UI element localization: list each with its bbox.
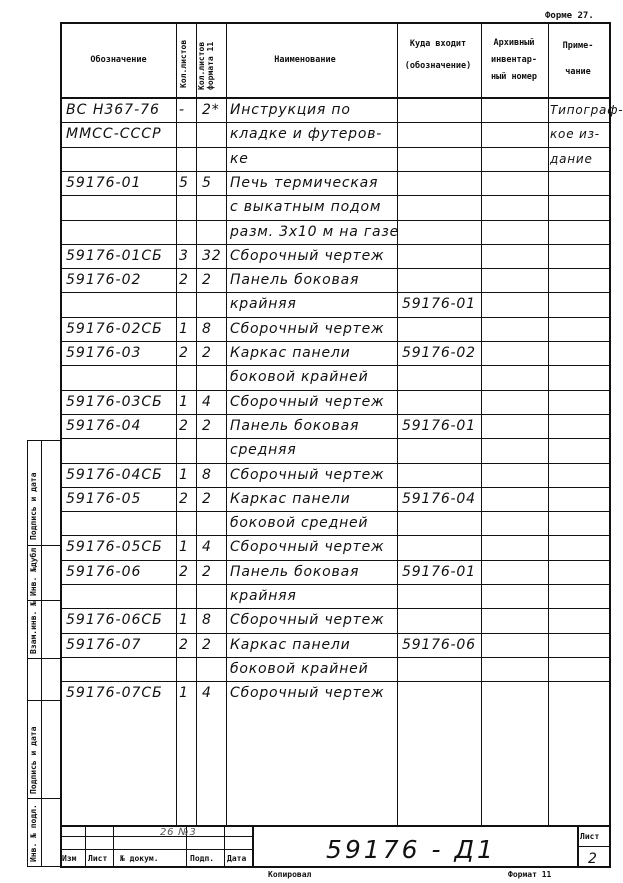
- cell-designation: 59176-02СБ: [66, 321, 163, 337]
- cell-qty-sheets-f11: 4: [202, 394, 212, 410]
- cell-designation: 59176-03: [66, 345, 142, 361]
- label-list: Лист: [88, 854, 108, 863]
- row-line: [61, 584, 609, 585]
- cell-qty-sheets-f11: 2: [202, 418, 212, 434]
- scribble-note: 26 №3: [160, 827, 197, 838]
- title-block-top: [60, 825, 611, 827]
- cell-designation: 59176-04СБ: [66, 467, 163, 483]
- cell-designation: 59176-01: [66, 175, 142, 191]
- row-line: [61, 244, 609, 245]
- side-strip-left-line: [27, 440, 28, 867]
- frame-bottom: [60, 866, 611, 868]
- cell-designation: 59176-05СБ: [66, 539, 163, 555]
- cell-where-used: 59176-06: [402, 637, 476, 653]
- cell-qty-sheets-f11: 4: [202, 685, 212, 701]
- cell-where-used: 59176-01: [402, 418, 476, 434]
- cell-designation: 59176-06: [66, 564, 142, 580]
- column-line: [196, 24, 197, 825]
- header-bottom-line: [60, 97, 611, 99]
- cell-designation: 59176-03СБ: [66, 394, 163, 410]
- side-label-vzam-inv: Взам.инв. №: [29, 601, 38, 654]
- cell-name: Сборочный чертеж: [230, 394, 385, 410]
- cell-qty-sheets: 2: [179, 564, 189, 580]
- row-line: [61, 438, 609, 439]
- row-line: [61, 535, 609, 536]
- side-label-sign-date-bottom: Подпись и дата: [29, 726, 38, 794]
- cell-name: боковой крайней: [230, 661, 369, 677]
- cell-qty-sheets-f11: 32: [202, 248, 222, 264]
- footer-copied: Копировал: [268, 870, 312, 879]
- row-line: [61, 220, 609, 221]
- footer-format: Формат 11: [508, 870, 552, 879]
- row-line: [61, 147, 609, 148]
- cell-name: средняя: [230, 442, 297, 458]
- side-strip-divider: [27, 700, 61, 701]
- side-strip-divider: [27, 798, 61, 799]
- cell-designation: 59176-07СБ: [66, 685, 163, 701]
- cell-qty-sheets: 2: [179, 637, 189, 653]
- cell-qty-sheets: 1: [179, 321, 189, 337]
- cell-name: Сборочный чертеж: [230, 248, 385, 264]
- cell-qty-sheets-f11: 8: [202, 612, 212, 628]
- cell-qty-sheets-f11: 2: [202, 345, 212, 361]
- cell-name: Печь термическая: [230, 175, 379, 191]
- cell-qty-sheets-f11: 8: [202, 321, 212, 337]
- cell-qty-sheets: 1: [179, 685, 189, 701]
- column-line: [481, 24, 482, 825]
- cell-name: крайняя: [230, 296, 297, 312]
- cell-name: Сборочный чертеж: [230, 685, 385, 701]
- header-qty-sheets: Кол.листов: [179, 39, 188, 88]
- cell-name: крайняя: [230, 588, 297, 604]
- side-strip-bottom-line: [27, 866, 61, 867]
- cell-note: дание: [550, 152, 593, 166]
- side-label-inv-orig: Инв. № подл.: [29, 804, 38, 862]
- column-line: [397, 24, 398, 825]
- row-line: [61, 122, 609, 123]
- cell-name: Каркас панели: [230, 345, 351, 361]
- header-archive: Архивный инвентар- ный номер: [490, 37, 538, 82]
- header-designation: Обозначение: [90, 55, 147, 65]
- label-sheet: Лист: [580, 832, 600, 841]
- cell-name: Инструкция по: [230, 102, 351, 118]
- cell-name: боковой крайней: [230, 369, 369, 385]
- label-sign: Подп.: [190, 854, 215, 863]
- cell-designation: 59176-06СБ: [66, 612, 163, 628]
- side-strip-inner-line: [41, 440, 42, 867]
- cell-name: разм. 3х10 м на газе: [230, 224, 400, 240]
- cell-where-used: 59176-04: [402, 491, 476, 507]
- cell-name: ке: [230, 151, 249, 167]
- cell-name: боковой средней: [230, 515, 369, 531]
- cell-note: Типограф-: [550, 103, 623, 117]
- row-line: [61, 414, 609, 415]
- cell-note: кое из-: [550, 127, 600, 141]
- row-line: [61, 195, 609, 196]
- tb-col-1: [85, 825, 86, 867]
- title-block-divider: [252, 825, 254, 867]
- cell-name: Панель боковая: [230, 564, 360, 580]
- cell-qty-sheets-f11: 2: [202, 491, 212, 507]
- row-line: [61, 390, 609, 391]
- cell-qty-sheets: 5: [179, 175, 189, 191]
- cell-name: Каркас панели: [230, 637, 351, 653]
- cell-qty-sheets-f11: 5: [202, 175, 212, 191]
- column-line: [226, 24, 227, 825]
- cell-qty-sheets: 1: [179, 539, 189, 555]
- cell-name: Сборочный чертеж: [230, 321, 385, 337]
- cell-qty-sheets-f11: 2: [202, 564, 212, 580]
- label-date: Дата: [227, 854, 247, 863]
- side-strip-top-line: [27, 440, 61, 441]
- row-line: [61, 633, 609, 634]
- form-label: Форме 27.: [545, 11, 594, 21]
- cell-qty-sheets: 2: [179, 345, 189, 361]
- row-line: [61, 292, 609, 293]
- side-label-inv-dubl: Инв. №дубл: [29, 547, 38, 596]
- tb-sheet-line: [577, 846, 610, 847]
- row-line: [61, 560, 609, 561]
- cell-name: Панель боковая: [230, 418, 360, 434]
- cell-qty-sheets-f11: 8: [202, 467, 212, 483]
- row-line: [61, 487, 609, 488]
- cell-qty-sheets: 2: [179, 418, 189, 434]
- label-doc-no: № докум.: [120, 854, 159, 863]
- side-strip-divider: [27, 545, 61, 546]
- row-line: [61, 317, 609, 318]
- cell-name: Сборочный чертеж: [230, 612, 385, 628]
- cell-qty-sheets: 3: [179, 248, 189, 264]
- header-note: Приме- чание: [562, 41, 594, 77]
- document-number: 59176 - Д1: [326, 835, 496, 864]
- label-izm: Изм: [62, 854, 77, 863]
- cell-designation: ВС Н367-76: [66, 102, 160, 118]
- row-line: [61, 463, 609, 464]
- row-line: [61, 171, 609, 172]
- column-line: [176, 24, 177, 825]
- tb-col-4: [224, 825, 225, 867]
- cell-qty-sheets-f11: 2: [202, 272, 212, 288]
- cell-qty-sheets: 1: [179, 394, 189, 410]
- header-name: Наименование: [274, 55, 336, 65]
- tb-col-2: [113, 825, 114, 867]
- row-line: [61, 341, 609, 342]
- cell-designation: 59176-05: [66, 491, 142, 507]
- cell-designation: ММСС-СССР: [66, 126, 162, 142]
- cell-designation: 59176-07: [66, 637, 142, 653]
- side-strip-divider: [27, 658, 61, 659]
- sheet-number: 2: [588, 851, 598, 867]
- cell-qty-sheets: 1: [179, 612, 189, 628]
- row-line: [61, 268, 609, 269]
- cell-name: кладке и футеров-: [230, 126, 383, 142]
- cell-where-used: 59176-02: [402, 345, 476, 361]
- header-where-used: Куда входит (обозначение): [404, 39, 472, 71]
- cell-qty-sheets-f11: 4: [202, 539, 212, 555]
- cell-qty-sheets: -: [179, 102, 185, 118]
- cell-name: Панель боковая: [230, 272, 360, 288]
- side-label-sign-date-top: Подпись и дата: [29, 472, 38, 540]
- cell-designation: 59176-04: [66, 418, 142, 434]
- cell-qty-sheets: 1: [179, 467, 189, 483]
- row-line: [61, 511, 609, 512]
- cell-qty-sheets: 2: [179, 491, 189, 507]
- cell-name: Каркас панели: [230, 491, 351, 507]
- cell-name: Сборочный чертеж: [230, 467, 385, 483]
- cell-name: с выкатным подом: [230, 199, 382, 215]
- cell-where-used: 59176-01: [402, 296, 476, 312]
- row-line: [61, 657, 609, 658]
- cell-where-used: 59176-01: [402, 564, 476, 580]
- cell-name: Сборочный чертеж: [230, 539, 385, 555]
- cell-qty-sheets-f11: 2: [202, 637, 212, 653]
- cell-qty-sheets-f11: 2*: [202, 102, 220, 118]
- row-line: [61, 365, 609, 366]
- frame-right: [609, 22, 611, 868]
- row-line: [61, 608, 609, 609]
- cell-designation: 59176-01СБ: [66, 248, 163, 264]
- cell-designation: 59176-02: [66, 272, 142, 288]
- cell-qty-sheets: 2: [179, 272, 189, 288]
- row-line: [61, 681, 609, 682]
- header-qty-sheets-f11: Кол.листов формата 11: [197, 41, 215, 90]
- frame-left: [60, 22, 62, 868]
- column-line: [548, 24, 549, 825]
